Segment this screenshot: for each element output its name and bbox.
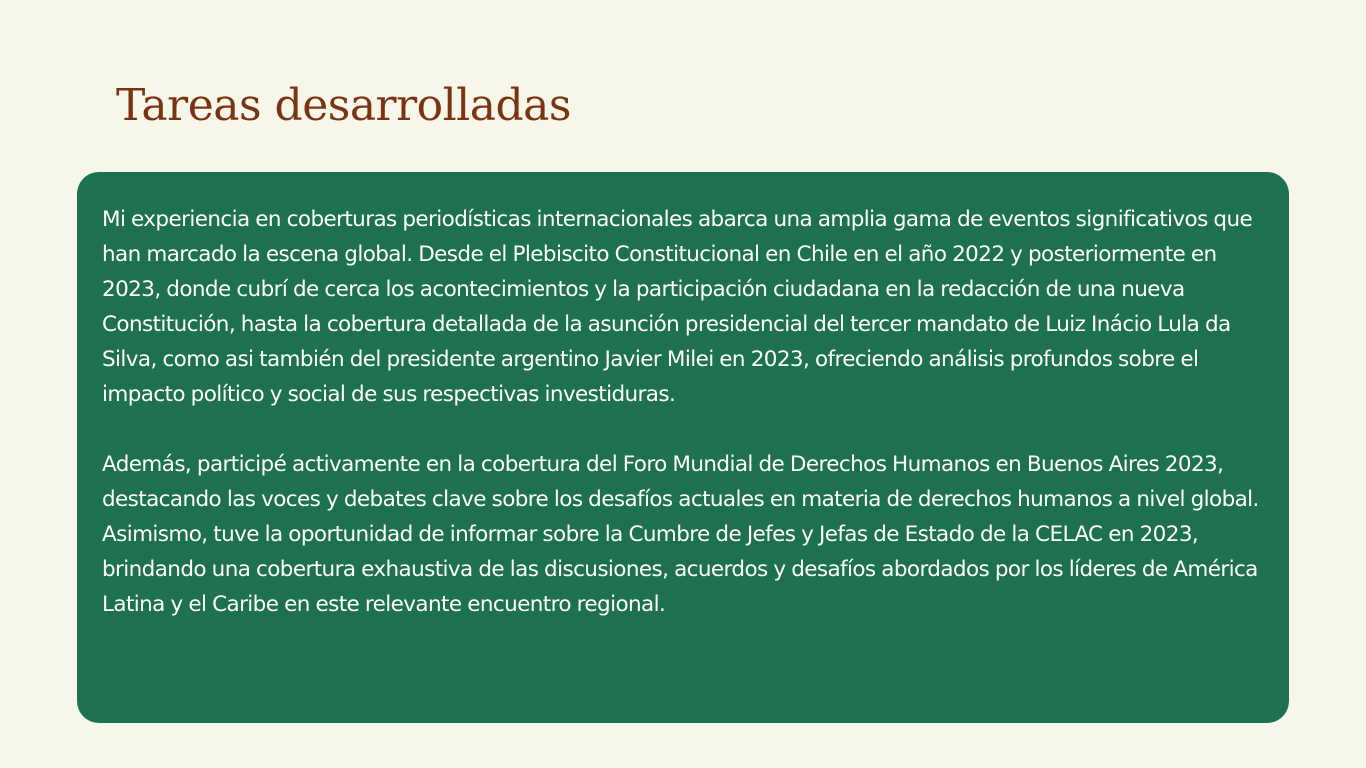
paragraph-coverage-experience: Mi experiencia en coberturas periodísticas internacionales abarca una amplia gama de eventos significativos que han marcado la escena global. Desde el Plebiscito Constitucional en Chile en el año 2022 y posteriormente en 2023, donde cubrí de cerca los acontecimientos y la participación ciudadana en la redacción de una nueva Constitución, hasta la cobertura detallada de la asunción presidencial del tercer mandato de Luiz Inácio Lula da Silva, como asi también del presidente argentino Javier Milei en 2023, ofreciendo análisis profundos sobre el impacto político y social de sus respectivas investiduras. [102,207,1253,407]
content-card [77,172,1289,723]
slide-title: Tareas desarrolladas [116,80,571,131]
paragraph-spacer [102,412,1267,447]
paragraph-additional-coverage: Además, participé activamente en la cobertura del Foro Mundial de Derechos Humanos en Buenos Aires 2023, destacando las voces y debates clave sobre los desafíos actuales en materia de derechos humanos a nivel global. Asimismo, tuve la oportunidad de informar sobre la Cumbre de Jefes y Jefas de Estado de la CELAC en 2023, brindando una cobertura exhaustiva de las discusiones, acuerdos y desafíos abordados por los líderes de América Latina y el Caribe en este relevante encuentro regional. [102,452,1259,617]
